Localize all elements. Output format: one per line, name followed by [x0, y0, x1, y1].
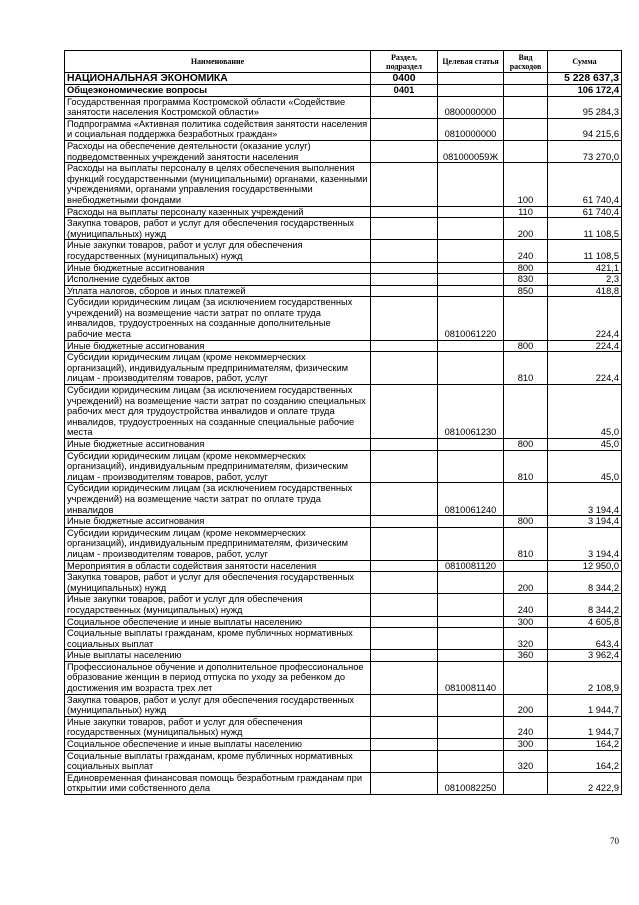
table-row [65, 628, 622, 650]
cell-name: Иные закупки товаров, работ и услуг для обеспечения государственных (муниципальных) нужд [65, 594, 371, 616]
cell-sum: 3 194,4 [548, 483, 622, 516]
cell-target [438, 206, 504, 218]
cell-sum: 1 944,7 [548, 716, 622, 738]
budget-table-page [64, 50, 621, 795]
cell-kind [504, 140, 548, 162]
cell-kind [504, 297, 548, 340]
table-row [65, 560, 622, 572]
cell-name: Иные бюджетные ассигнования [65, 262, 371, 274]
cell-section [371, 739, 438, 751]
cell-name: Социальное обеспечение и иные выплаты населению [65, 739, 371, 751]
cell-sum: 11 108,5 [548, 218, 622, 240]
cell-section [371, 297, 438, 340]
cell-target [438, 594, 504, 616]
cell-target [438, 739, 504, 751]
cell-kind [504, 85, 548, 97]
table-row [65, 118, 622, 140]
cell-sum: 224,4 [548, 340, 622, 352]
cell-target [438, 439, 504, 451]
cell-target [438, 572, 504, 594]
cell-sum: 12 950,0 [548, 560, 622, 572]
cell-target [438, 85, 504, 97]
cell-kind: 850 [504, 285, 548, 297]
cell-kind: 110 [504, 206, 548, 218]
cell-name: Государственная программа Костромской области «Содействие занятости населения Костромской области» [65, 96, 371, 118]
cell-target: 0810061220 [438, 297, 504, 340]
cell-kind: 810 [504, 352, 548, 385]
cell-kind: 810 [504, 527, 548, 560]
cell-name: Социальные выплаты гражданам, кроме публичных нормативных социальных выплат [65, 628, 371, 650]
cell-name: Уплата налогов, сборов и иных платежей [65, 285, 371, 297]
cell-target: 0810081140 [438, 661, 504, 694]
cell-section [371, 650, 438, 662]
table-row [65, 650, 622, 662]
cell-target [438, 750, 504, 772]
cell-kind: 830 [504, 274, 548, 286]
cell-target [438, 650, 504, 662]
cell-kind: 320 [504, 750, 548, 772]
cell-section [371, 450, 438, 483]
table-row [65, 483, 622, 516]
table-row [65, 285, 622, 297]
cell-kind: 800 [504, 340, 548, 352]
cell-sum: 4 605,8 [548, 616, 622, 628]
budget-table [64, 50, 622, 795]
cell-section [371, 96, 438, 118]
cell-sum: 2 422,9 [548, 772, 622, 794]
table-row [65, 594, 622, 616]
cell-name: Субсидии юридическим лицам (кроме некоммерческих организаций), индивидуальным предпринимателям, физическим лицам - производителям товаров, работ, услуг [65, 450, 371, 483]
cell-name: Социальные выплаты гражданам, кроме публичных нормативных социальных выплат [65, 750, 371, 772]
cell-section [371, 274, 438, 286]
cell-target [438, 616, 504, 628]
table-row [65, 297, 622, 340]
cell-kind [504, 772, 548, 794]
cell-sum: 418,8 [548, 285, 622, 297]
cell-sum: 1 944,7 [548, 694, 622, 716]
cell-target: 0810000000 [438, 118, 504, 140]
cell-sum: 11 108,5 [548, 240, 622, 262]
cell-sum: 95 284,3 [548, 96, 622, 118]
cell-name: Мероприятия в области содействия занятости населения [65, 560, 371, 572]
cell-sum: 3 194,4 [548, 527, 622, 560]
cell-name: Субсидии юридическим лицам (кроме некоммерческих организаций), индивидуальным предпринимателям, физическим лицам - производителям товаров, работ, услуг [65, 527, 371, 560]
cell-sum: 164,2 [548, 750, 622, 772]
cell-sum: 45,0 [548, 385, 622, 439]
table-row [65, 262, 622, 274]
cell-sum: 2,3 [548, 274, 622, 286]
table-row [65, 750, 622, 772]
cell-section [371, 527, 438, 560]
cell-kind: 240 [504, 716, 548, 738]
header-section: Раздел, подраздел [371, 51, 438, 73]
cell-name: Субсидии юридическим лицам (кроме некоммерческих организаций), индивидуальным предпринимателям, физическим лицам - производителям товаров, работ, услуг [65, 352, 371, 385]
table-row [65, 218, 622, 240]
cell-section [371, 772, 438, 794]
header-target: Целевая статья [438, 51, 504, 73]
cell-target [438, 285, 504, 297]
table-header-row [65, 51, 622, 73]
table-body [65, 73, 622, 795]
table-row [65, 73, 622, 85]
cell-name: Единовременная финансовая помощь безработным гражданам при открытии ими собственного дела [65, 772, 371, 794]
cell-name: Субсидии юридическим лицам (за исключением государственных учреждений) на возмещение части затрат по оплате труда инвалидов [65, 483, 371, 516]
cell-kind: 240 [504, 240, 548, 262]
header-name: Наименование [65, 51, 371, 73]
cell-sum: 2 108,9 [548, 661, 622, 694]
table-row [65, 96, 622, 118]
cell-sum: 8 344,2 [548, 594, 622, 616]
cell-kind [504, 560, 548, 572]
cell-name: Расходы на обеспечение деятельности (оказание услуг) подведомственных учреждений занятости населения [65, 140, 371, 162]
cell-name: Иные бюджетные ассигнования [65, 439, 371, 451]
cell-kind [504, 96, 548, 118]
cell-target [438, 716, 504, 738]
table-row [65, 516, 622, 528]
cell-kind [504, 483, 548, 516]
cell-name: Подпрограмма «Активная политика содействия занятости населения и социальная поддержка безработных граждан» [65, 118, 371, 140]
cell-name: Иные закупки товаров, работ и услуг для обеспечения государственных (муниципальных) нужд [65, 240, 371, 262]
cell-kind: 800 [504, 516, 548, 528]
table-row [65, 206, 622, 218]
cell-sum: 164,2 [548, 739, 622, 751]
cell-name: Профессиональное обучение и дополнительное профессиональное образование женщин в период отпуска по уходу за ребенком до достижения им возраста трех лет [65, 661, 371, 694]
cell-sum: 61 740,4 [548, 163, 622, 206]
cell-target: 0810061230 [438, 385, 504, 439]
cell-target [438, 694, 504, 716]
cell-target: 0800000000 [438, 96, 504, 118]
cell-kind: 200 [504, 694, 548, 716]
cell-kind [504, 385, 548, 439]
table-row [65, 527, 622, 560]
cell-target [438, 262, 504, 274]
cell-name: НАЦИОНАЛЬНАЯ ЭКОНОМИКА [65, 73, 371, 85]
cell-target [438, 628, 504, 650]
cell-name: Расходы на выплаты персоналу в целях обеспечения выполнения функций государственными (муниципальными) органами, казенными учреждениями, органами управления государственными внебюджетными фондами [65, 163, 371, 206]
cell-name: Иные бюджетные ассигнования [65, 516, 371, 528]
cell-target [438, 450, 504, 483]
cell-section [371, 572, 438, 594]
cell-target: 0810082250 [438, 772, 504, 794]
header-sum: Сумма [548, 51, 622, 73]
cell-kind [504, 73, 548, 85]
cell-section [371, 628, 438, 650]
cell-section [371, 750, 438, 772]
table-row [65, 385, 622, 439]
cell-section: 0401 [371, 85, 438, 97]
table-row [65, 661, 622, 694]
cell-kind [504, 118, 548, 140]
cell-name: Иные бюджетные ассигнования [65, 340, 371, 352]
cell-kind: 300 [504, 616, 548, 628]
cell-kind: 320 [504, 628, 548, 650]
cell-section [371, 594, 438, 616]
cell-target [438, 527, 504, 560]
cell-section [371, 206, 438, 218]
cell-name: Иные закупки товаров, работ и услуг для обеспечения государственных (муниципальных) нужд [65, 716, 371, 738]
cell-sum: 3 194,4 [548, 516, 622, 528]
cell-kind: 800 [504, 262, 548, 274]
cell-section [371, 439, 438, 451]
cell-name: Иные выплаты населению [65, 650, 371, 662]
cell-section [371, 716, 438, 738]
cell-sum: 3 962,4 [548, 650, 622, 662]
table-row [65, 274, 622, 286]
cell-target: 0810061240 [438, 483, 504, 516]
cell-section [371, 218, 438, 240]
table-row [65, 352, 622, 385]
cell-target [438, 516, 504, 528]
cell-kind: 240 [504, 594, 548, 616]
table-row [65, 240, 622, 262]
cell-name: Исполнение судебных актов [65, 274, 371, 286]
cell-sum: 94 215,6 [548, 118, 622, 140]
cell-section [371, 694, 438, 716]
table-row [65, 572, 622, 594]
cell-name: Общеэкономические вопросы [65, 85, 371, 97]
cell-kind: 810 [504, 450, 548, 483]
cell-kind: 200 [504, 572, 548, 594]
cell-kind: 200 [504, 218, 548, 240]
cell-name: Социальное обеспечение и иные выплаты населению [65, 616, 371, 628]
cell-target [438, 240, 504, 262]
cell-target [438, 352, 504, 385]
cell-sum: 8 344,2 [548, 572, 622, 594]
table-row [65, 739, 622, 751]
cell-sum: 61 740,4 [548, 206, 622, 218]
cell-name: Закупка товаров, работ и услуг для обеспечения государственных (муниципальных) нужд [65, 572, 371, 594]
table-row [65, 694, 622, 716]
page-number: 70 [610, 836, 619, 846]
cell-section [371, 163, 438, 206]
cell-sum: 45,0 [548, 450, 622, 483]
cell-target: 0810081120 [438, 560, 504, 572]
table-row [65, 340, 622, 352]
cell-target [438, 218, 504, 240]
table-row [65, 716, 622, 738]
cell-name: Закупка товаров, работ и услуг для обеспечения государственных (муниципальных) нужд [65, 218, 371, 240]
table-row [65, 85, 622, 97]
cell-section [371, 352, 438, 385]
cell-sum: 73 270,0 [548, 140, 622, 162]
cell-section [371, 661, 438, 694]
cell-name: Закупка товаров, работ и услуг для обеспечения государственных (муниципальных) нужд [65, 694, 371, 716]
cell-target [438, 163, 504, 206]
cell-kind: 300 [504, 739, 548, 751]
cell-kind: 360 [504, 650, 548, 662]
table-row [65, 140, 622, 162]
cell-section [371, 240, 438, 262]
cell-kind [504, 661, 548, 694]
cell-target: 081000059Ж [438, 140, 504, 162]
cell-sum: 5 228 637,3 [548, 73, 622, 85]
cell-section [371, 516, 438, 528]
cell-section [371, 140, 438, 162]
cell-target [438, 274, 504, 286]
cell-section [371, 560, 438, 572]
table-row [65, 772, 622, 794]
cell-name: Субсидии юридическим лицам (за исключением государственных учреждений) на возмещение части затрат по оплате труда инвалидов, трудоустроенных на созданные дополнительные рабочие места [65, 297, 371, 340]
cell-name: Расходы на выплаты персоналу казенных учреждений [65, 206, 371, 218]
cell-section [371, 616, 438, 628]
cell-section: 0400 [371, 73, 438, 85]
table-row [65, 439, 622, 451]
cell-section [371, 385, 438, 439]
cell-kind: 100 [504, 163, 548, 206]
table-row [65, 616, 622, 628]
table-row [65, 450, 622, 483]
header-kind: Вид расходов [504, 51, 548, 73]
cell-section [371, 262, 438, 274]
cell-sum: 45,0 [548, 439, 622, 451]
cell-target [438, 340, 504, 352]
cell-section [371, 340, 438, 352]
cell-sum: 224,4 [548, 352, 622, 385]
cell-kind: 800 [504, 439, 548, 451]
cell-sum: 106 172,4 [548, 85, 622, 97]
cell-name: Субсидии юридическим лицам (за исключением государственных учреждений) на возмещение части затрат по созданию специальных рабочих мест для трудоустройства инвалидов и оплате труда инвалидов, трудоустроенных на созданные специальные рабочие места [65, 385, 371, 439]
cell-target [438, 73, 504, 85]
cell-sum: 643,4 [548, 628, 622, 650]
cell-sum: 224,4 [548, 297, 622, 340]
cell-section [371, 285, 438, 297]
cell-section [371, 483, 438, 516]
table-row [65, 163, 622, 206]
cell-sum: 421,1 [548, 262, 622, 274]
cell-section [371, 118, 438, 140]
